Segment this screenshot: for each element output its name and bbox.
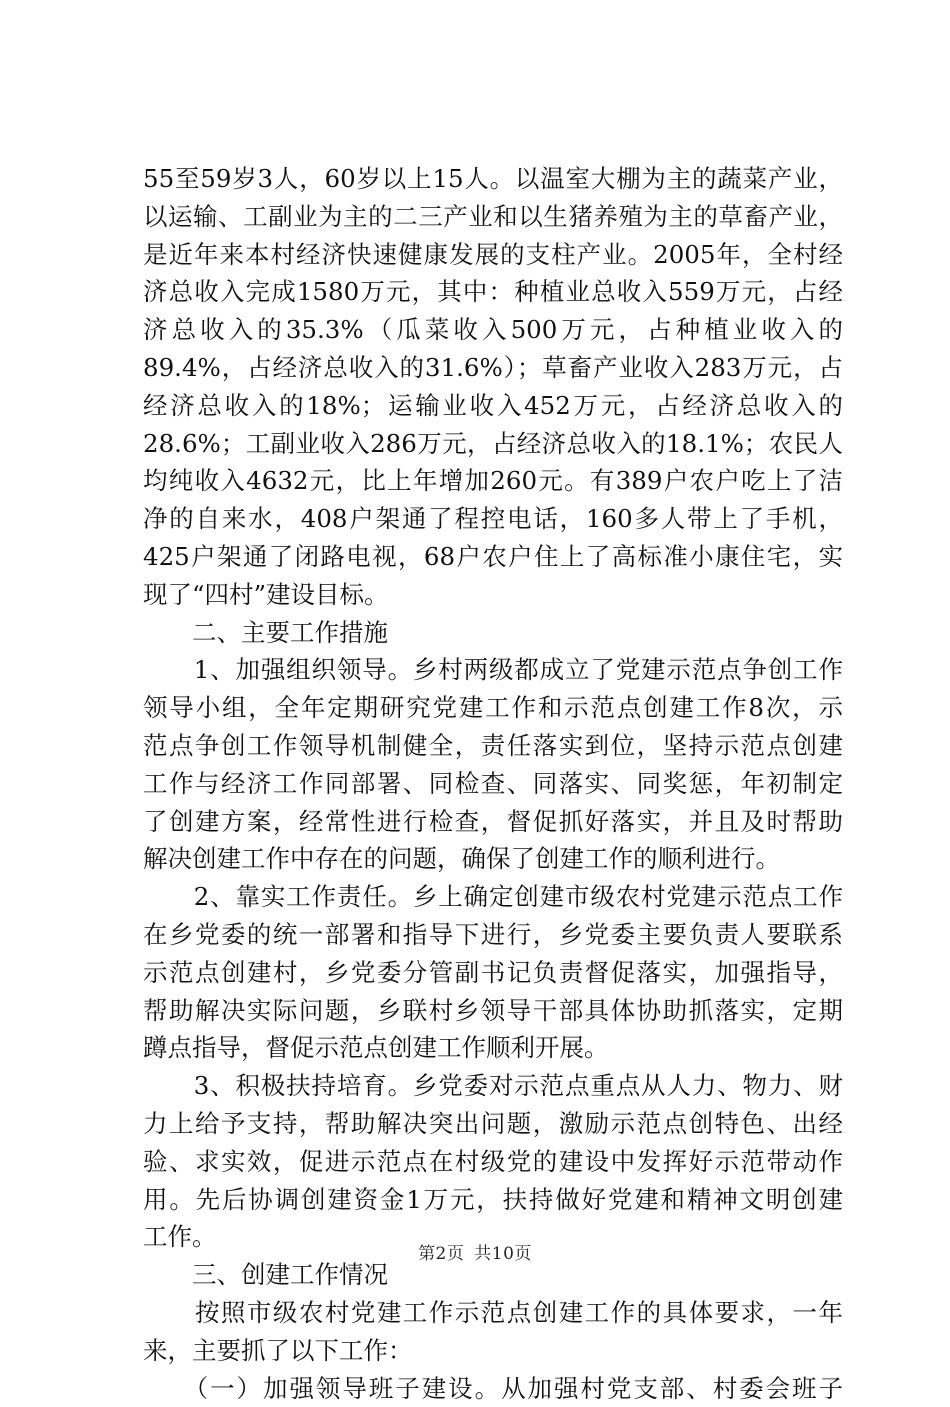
text-line: 425户架通了闭路电视，68户农户住上了高标准小康住宅，实 <box>143 538 843 576</box>
text-line: 现了“四村”建设目标。 <box>143 576 843 614</box>
text-line: 3、积极扶持培育。乡党委对示范点重点从人力、物力、财 <box>143 1067 843 1105</box>
text-line: 蹲点指导，督促示范点创建工作顺利开展。 <box>143 1029 843 1067</box>
text-line: 解决创建工作中存在的问题，确保了创建工作的顺利进行。 <box>143 840 843 878</box>
text-line: 工作。 <box>143 1218 843 1256</box>
text-line: 济总收入完成1580万元，其中：种植业总收入559万元，占经 <box>143 273 843 311</box>
text-line: 89.4%，占经济总收入的31.6%）；草畜产业收入283万元，占 <box>143 349 843 387</box>
text-line: 来，主要抓了以下工作： <box>143 1332 843 1370</box>
text-line: 28.6%；工副业收入286万元，占经济总收入的18.1%；农民人 <box>143 425 843 463</box>
text-line: 在乡党委的统一部署和指导下进行，乡党委主要负责人要联系 <box>143 916 843 954</box>
text-line: 净的自来水，408户架通了程控电话，160多人带上了手机， <box>143 500 843 538</box>
text-line: 示范点创建村，乡党委分管副书记负责督促落实，加强指导， <box>143 954 843 992</box>
text-line: 经济总收入的18%；运输业收入452万元，占经济总收入的 <box>143 387 843 425</box>
page-total: 共10页 <box>474 1244 532 1264</box>
page-number: 第2页 <box>418 1244 464 1264</box>
text-line: 帮助解决实际问题，乡联村乡领导干部具体协助抓落实，定期 <box>143 992 843 1030</box>
text-line: 济总收入的35.3%（瓜菜收入500万元，占种植业收入的 <box>143 311 843 349</box>
section-heading: 二、主要工作措施 <box>143 614 843 652</box>
text-line: 均纯收入4632元，比上年增加260元。有389户农户吃上了洁 <box>143 462 843 500</box>
text-line: 用。先后协调创建资金1万元，扶持做好党建和精神文明创建 <box>143 1181 843 1219</box>
text-line: 了创建方案，经常性进行检查，督促抓好落实，并且及时帮助 <box>143 803 843 841</box>
document-body <box>143 160 843 1407</box>
text-line: 1、加强组织领导。乡村两级都成立了党建示范点争创工作 <box>143 651 843 689</box>
text-line: 2、靠实工作责任。乡上确定创建市级农村党建示范点工作 <box>143 878 843 916</box>
text-line: 领导小组，全年定期研究党建工作和示范点创建工作8次，示 <box>143 689 843 727</box>
text-line: 以运输、工副业为主的二三产业和以生猪养殖为主的草畜产业， <box>143 198 843 236</box>
text-line: 范点争创工作领导机制健全，责任落实到位，坚持示范点创建 <box>143 727 843 765</box>
section-heading: 三、创建工作情况 <box>143 1256 843 1294</box>
text-line: （一）加强领导班子建设。从加强村党支部、村委会班子 <box>143 1370 843 1407</box>
text-line: 55至59岁3人，60岁以上15人。以温室大棚为主的蔬菜产业， <box>143 160 843 198</box>
text-line: 是近年来本村经济快速健康发展的支柱产业。2005年，全村经 <box>143 236 843 274</box>
text-line: 验、求实效，促进示范点在村级党的建设中发挥好示范带动作 <box>143 1143 843 1181</box>
text-line: 工作与经济工作同部署、同检查、同落实、同奖惩，年初制定 <box>143 765 843 803</box>
text-line: 力上给予支持，帮助解决突出问题，激励示范点创特色、出经 <box>143 1105 843 1143</box>
page-footer <box>0 1239 950 1264</box>
text-line: 按照市级农村党建工作示范点创建工作的具体要求，一年 <box>143 1294 843 1332</box>
